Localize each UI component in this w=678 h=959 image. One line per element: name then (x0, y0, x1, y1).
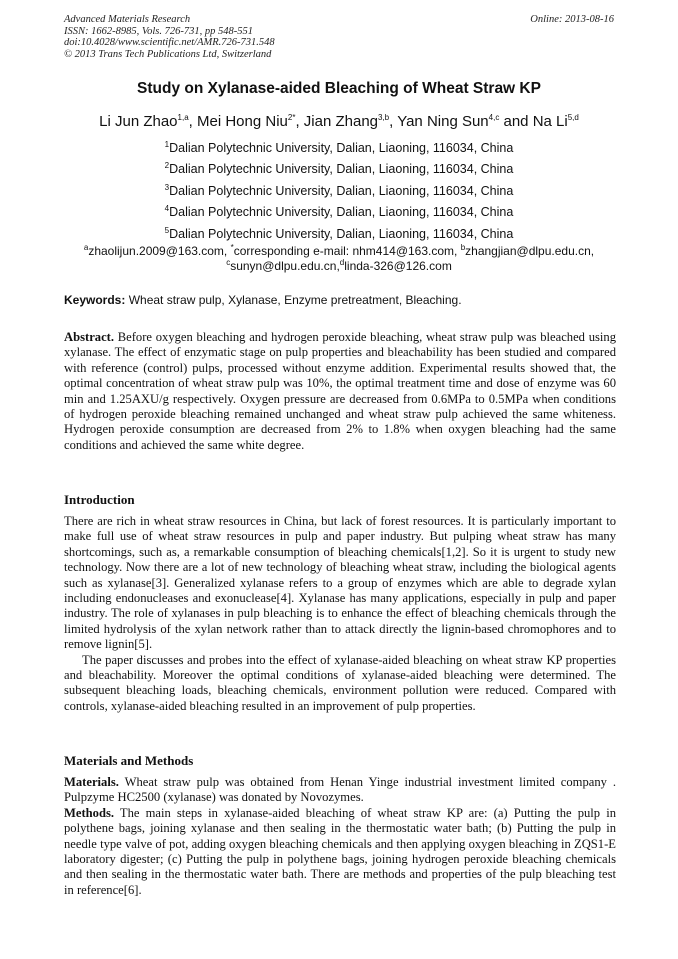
email-mark: d (339, 258, 345, 267)
author-affiliation-mark: 3,b (378, 113, 390, 122)
affiliation-text: Dalian Polytechnic University, Dalian, Liaoning, 116034, China (169, 183, 514, 198)
keywords (64, 293, 616, 307)
abstract (64, 330, 616, 453)
author-separator: and (499, 113, 533, 130)
affiliation-number: 5 (164, 225, 170, 235)
abstract-label: Abstract. (64, 330, 115, 344)
affiliation-text: Dalian Polytechnic University, Dalian, Liaoning, 116034, China (169, 226, 514, 241)
author-name: Jian Zhang (303, 113, 378, 130)
affiliation-number: 4 (164, 204, 170, 214)
keywords-text: Wheat straw pulp, Xylanase, Enzyme pretreatment, Bleaching. (125, 293, 462, 307)
email-mark: a (83, 243, 89, 252)
author-separator: , (295, 113, 304, 130)
journal-copyright: © 2013 Trans Tech Publications Ltd, Switzerland (64, 48, 272, 60)
methods-text: The main steps in xylanase-aided bleaching of wheat straw KP are: (a) Putting the pulp in polythene bags, joining xylanase and then sealing in the thermostatic water bath; (b) Putting the pulp in needle type valve of pot, adding oxygen bleaching chemicals and then applying oxygen bleaching in ZQS1-E laboratory digester; (c) Putting the pulp in polythene bags, joining hydrogen peroxide bleaching chemicals and then sealing in the thermostatic water bath. There are methods and properties of the pulp bleaching test in reference[6]. (64, 805, 616, 897)
introduction-body (64, 514, 616, 714)
author-separator: , (389, 113, 398, 130)
author-name: Yan Ning Sun (397, 113, 489, 130)
section-heading-materials-methods: Materials and Methods (64, 753, 194, 768)
email-a: zhaolijun.2009@163.com, (88, 244, 231, 258)
materials-text: Wheat straw pulp was obtained from Henan Yinge industrial investment limited company . Pulpzyme HC2500 (xylanase) was donated by Novozymes. (64, 775, 616, 805)
materials-methods-body (64, 775, 616, 898)
email-corresponding: corresponding e-mail: nhm414@163.com, (233, 244, 461, 258)
affiliation-list (0, 138, 678, 245)
paper-title: Study on Xylanase-aided Bleaching of Wheat Straw KP (137, 80, 541, 97)
paragraph: The paper discusses and probes into the effect of xylanase-aided bleaching on wheat straw KP properties and bleachability. Moreover the optimal conditions of xylanase-aided bleaching were determined. The subsequent bleaching loads, bleaching chemicals, environment pollution were reduced. Compared with controls, xylanase-aided bleaching resulted in an improvement of pulp properties. (64, 652, 616, 713)
author-affiliation-mark: 4,c (488, 113, 500, 122)
affiliation-number: 1 (164, 139, 170, 149)
affiliation-line (0, 202, 678, 223)
author-affiliation-mark: 2* (287, 113, 296, 122)
affiliation-text: Dalian Polytechnic University, Dalian, Liaoning, 116034, China (169, 162, 514, 177)
author-name: Li Jun Zhao (99, 113, 178, 130)
affiliation-text: Dalian Polytechnic University, Dalian, Liaoning, 116034, China (169, 205, 514, 220)
journal-header (64, 14, 275, 60)
email-d: linda-326@126.com (344, 259, 452, 273)
paragraph: There are rich in wheat straw resources in China, but lack of forest resources. It is particularly important to make full use of wheat straw resources in pulp and paper industry. But pulping wheat straw has many shortcomings, such as, a remarkable consumption of bleaching chemicals[1,2]. So it is urgent to study new technology. Now there are a lot of new technology of bleaching wheat straw, including the biological agents such as xylanase[3]. Generalized xylanase refers to a group of enzymes which are able to degrade xylan including endonucleases and exonuclease[4]. Xylanase has many applications, especially in pulp and paper industry. The role of xylanases in pulp bleaching is to enhance the effect of bleaching chemicals through the limited hydrolysis of the xylan network rather than to attack directly the lignin-based chromophores and to remove lignin[5]. (64, 514, 616, 652)
email-mark: b (460, 243, 466, 252)
affiliation-line (0, 224, 678, 245)
email-c: sunyn@dlpu.edu.cn, (230, 259, 340, 273)
email-mark: c (226, 258, 231, 267)
email-line (30, 259, 648, 274)
affiliation-number: 2 (164, 161, 170, 171)
author-separator: , (188, 113, 197, 130)
journal-doi: doi:10.4028/www.scientific.net/AMR.726-731.548 (64, 37, 275, 49)
author-list (0, 113, 678, 130)
author-affiliation-mark: 1,a (177, 113, 189, 122)
methods-paragraph (64, 806, 616, 898)
affiliation-number: 3 (164, 182, 170, 192)
materials-label: Materials. (64, 775, 119, 789)
affiliation-line (0, 138, 678, 159)
methods-label: Methods. (64, 805, 115, 820)
email-mark: * (230, 243, 234, 252)
affiliation-line (0, 181, 678, 202)
author-name: Mei Hong Niu (197, 113, 288, 130)
online-date: Online: 2013-08-16 (530, 14, 614, 25)
journal-issn: ISSN: 1662-8985, Vols. 726-731, pp 548-551 (64, 25, 253, 37)
email-line (30, 244, 648, 259)
materials-paragraph (64, 775, 616, 806)
author-affiliation-mark: 5,d (567, 113, 579, 122)
section-heading-introduction: Introduction (64, 492, 135, 507)
affiliation-text: Dalian Polytechnic University, Dalian, Liaoning, 116034, China (169, 141, 514, 155)
author-name: Na Li (532, 113, 568, 130)
email-b: zhangjian@dlpu.edu.cn, (465, 244, 595, 258)
abstract-text: Before oxygen bleaching and hydrogen peroxide bleaching, wheat straw pulp was bleached using xylanase. The effect of enzymatic stage on pulp properties and bleachability has been studied and compared with reference (control) pulps, processed without enzyme addition. Experimental results showed that, the optimal concentration of wheat straw pulp was 10%, the optimal treatment time and dose of enzyme was 60 min and 1.25AXU/g respectively. Oxygen pressure are decreased from 0.6MPa to 0.5MPa when conditions of hydrogen peroxide bleaching remained unchanged and wheat straw pulp achieved the same whiteness. Hydrogen peroxide consumption are decreased from 2% to 1.8% when oxygen bleaching had the same conditions and achieved the same white degree. (64, 330, 616, 452)
email-list (30, 244, 648, 274)
journal-name: Advanced Materials Research (64, 14, 191, 25)
keywords-label: Keywords: (64, 293, 126, 307)
affiliation-line (0, 159, 678, 180)
